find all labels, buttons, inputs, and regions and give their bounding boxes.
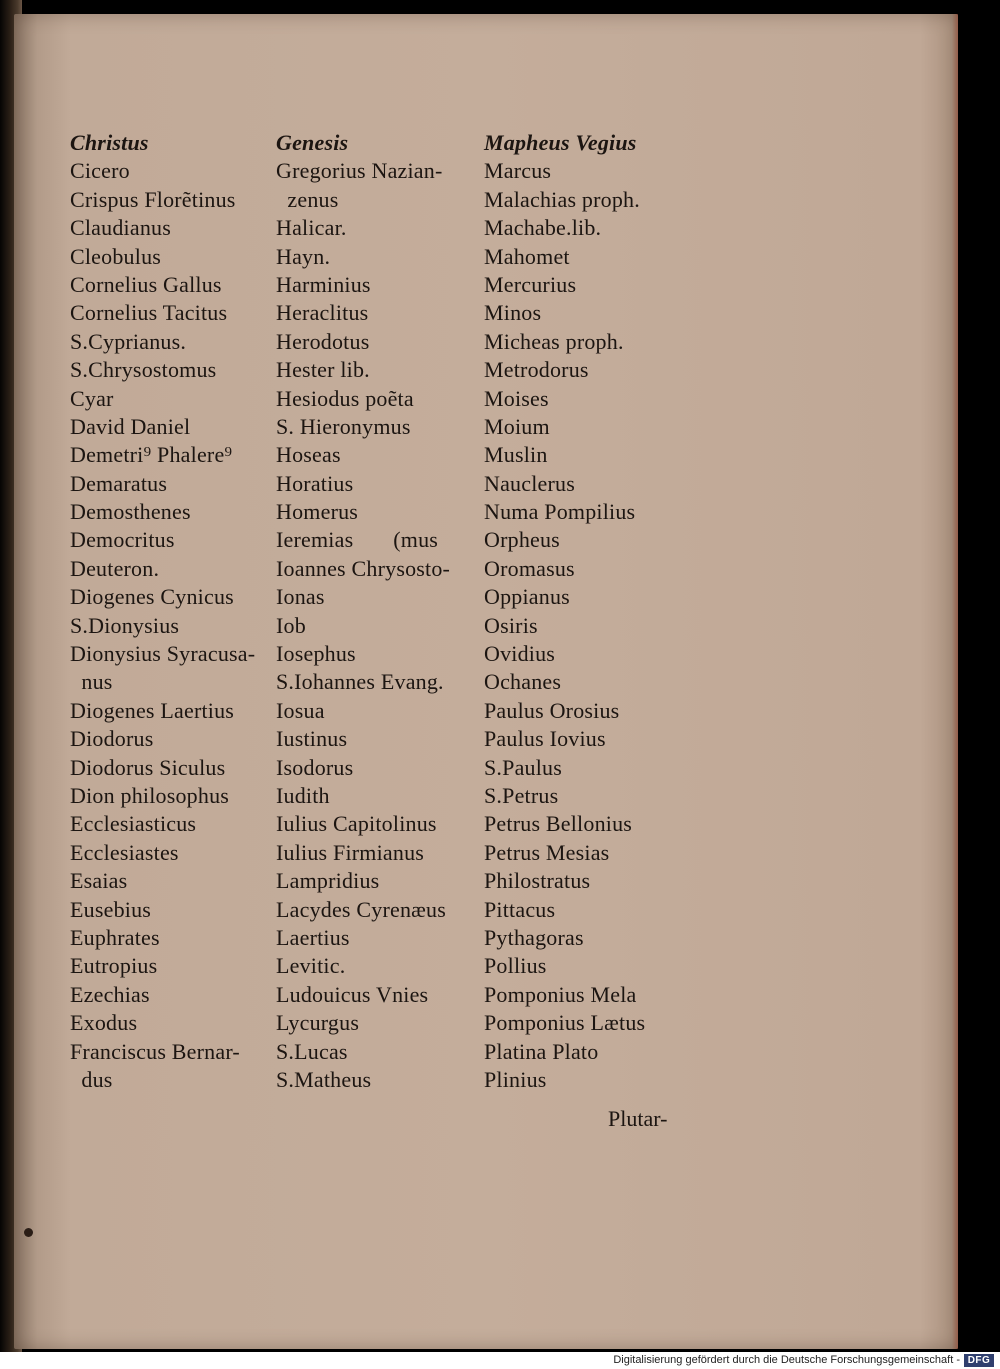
index-entry: Paulus Orosius <box>484 697 620 723</box>
index-entry: Hesiodus poẽta <box>276 385 414 411</box>
index-entry: Lacydes Cyrenæus <box>276 896 446 922</box>
index-entry: Muslin <box>484 442 548 468</box>
index-entry: Genesis <box>276 130 349 155</box>
index-entry: Eusebius <box>70 896 152 922</box>
index-entry: Exodus <box>70 1010 138 1036</box>
index-entry: Ludouicus Vnies <box>276 981 429 1007</box>
index-entry: Minos <box>484 300 542 326</box>
index-entry: Petrus Mesias <box>484 839 610 865</box>
index-entry: Ionas <box>276 584 325 610</box>
page-edge <box>952 14 958 1349</box>
index-entry: Diogenes Cynicus <box>70 584 234 610</box>
index-entry: S. Hieronymus <box>276 413 411 439</box>
index-entry: Heraclitus <box>276 300 369 326</box>
index-entry: Mercurius <box>484 271 577 297</box>
index-entry: Moises <box>484 385 549 411</box>
footer-bar <box>0 1352 1000 1369</box>
index-entry: Cornelius Tacitus <box>70 300 228 326</box>
index-column-1 <box>70 129 255 1094</box>
index-entry: Esaias <box>70 868 128 894</box>
index-entry: Demosthenes <box>70 499 191 525</box>
index-entry: Crispus Florẽtinus <box>70 186 236 212</box>
index-entry: Horatius <box>276 470 354 496</box>
index-entry: Hester lib. <box>276 357 370 383</box>
index-entry: Iulius Capitolinus <box>276 811 437 837</box>
index-entry: Marcus <box>484 158 552 184</box>
index-entry: Ieremias (mus <box>276 527 439 553</box>
index-entry: Osiris <box>484 612 538 638</box>
footer-credit: Digitalisierung gefördert durch die Deutsche Forschungsgemeinschaft - <box>613 1354 960 1366</box>
index-entry: Lycurgus <box>276 1010 360 1036</box>
index-entry: zenus <box>276 186 339 212</box>
index-entry: S.Dionysius <box>70 612 180 638</box>
index-column-2 <box>276 129 450 1094</box>
index-entry: Iustinus <box>276 726 348 752</box>
index-entry: S.Chrysostomus <box>70 357 217 383</box>
index-entry: Platina Plato <box>484 1038 599 1064</box>
index-entry: Ioannes Chrysosto- <box>276 555 451 581</box>
index-entry: S.Lucas <box>276 1038 348 1064</box>
index-entry: Laertius <box>276 924 350 950</box>
index-entry: Plinius <box>484 1066 547 1092</box>
index-entry: Ecclesiastes <box>70 839 179 865</box>
index-entry: Cyar <box>70 385 114 411</box>
index-entry: Metrodorus <box>484 357 589 383</box>
catchword: Plutar- <box>608 1106 668 1131</box>
index-entry: Gregorius Nazian- <box>276 158 443 184</box>
index-entry: Malachias proph. <box>484 186 640 212</box>
index-entry: Harminius <box>276 271 371 297</box>
index-entry: Pollius <box>484 953 547 979</box>
index-entry: Nauclerus <box>484 470 575 496</box>
index-entry: Iudith <box>276 782 330 808</box>
index-entry: Hayn. <box>276 243 331 269</box>
index-entry: Ecclesiasticus <box>70 811 197 837</box>
index-entry: Paulus Iovius <box>484 726 606 752</box>
index-entry: S.Petrus <box>484 782 559 808</box>
index-entry: Pomponius Mela <box>484 981 637 1007</box>
index-entry: Moium <box>484 413 550 439</box>
index-entry: Mahomet <box>484 243 570 269</box>
index-entry: Diodorus Siculus <box>70 754 226 780</box>
index-entry: nus <box>70 669 113 695</box>
index-entry: Petrus Bellonius <box>484 811 633 837</box>
index-entry: Democritus <box>70 527 175 553</box>
index-entry: Pittacus <box>484 896 556 922</box>
index-entry: Eutropius <box>70 953 158 979</box>
index-entry: S.Matheus <box>276 1066 372 1092</box>
index-entry: dus <box>70 1066 113 1092</box>
ink-spot <box>24 1228 33 1237</box>
index-entry: Cleobulus <box>70 243 162 269</box>
index-entry: Iob <box>276 612 306 638</box>
index-entry: Iosua <box>276 697 325 723</box>
index-entry: Philostratus <box>484 868 591 894</box>
index-entry: Pythagoras <box>484 924 584 950</box>
index-entry: Christus <box>70 130 149 155</box>
index-entry: Diogenes Laertius <box>70 697 235 723</box>
index-entry: S.Iohannes Evang. <box>276 669 444 695</box>
index-entry: Machabe.lib. <box>484 215 602 241</box>
index-entry: Levitic. <box>276 953 346 979</box>
index-entry: Iulius Firmianus <box>276 839 425 865</box>
index-entry: Ovidius <box>484 641 556 667</box>
index-entry: Numa Pompilius <box>484 499 636 525</box>
index-column-3 <box>484 129 645 1094</box>
index-entry: Herodotus <box>276 328 370 354</box>
index-entry: S.Cyprianus. <box>70 328 187 354</box>
index-entry: Deuteron. <box>70 555 160 581</box>
index-entry: Diodorus <box>70 726 154 752</box>
index-entry: Demaratus <box>70 470 168 496</box>
index-entry: Franciscus Bernar- <box>70 1038 240 1064</box>
index-entry: Euphrates <box>70 924 160 950</box>
index-entry: Hoseas <box>276 442 341 468</box>
index-entry: Demetri⁹ Phalere⁹ <box>70 442 233 468</box>
index-entry: Oromasus <box>484 555 575 581</box>
index-entry: Ochanes <box>484 669 562 695</box>
index-entry: Pomponius Lætus <box>484 1010 646 1036</box>
index-entry: Homerus <box>276 499 359 525</box>
index-entry: Micheas proph. <box>484 328 624 354</box>
index-entry: David Daniel <box>70 413 191 439</box>
index-entry: Mapheus Vegius <box>484 130 637 155</box>
index-entry: Claudianus <box>70 215 171 241</box>
index-entry: S.Paulus <box>484 754 563 780</box>
dfg-logo: DFG <box>964 1354 994 1367</box>
index-entry: Dion philosophus <box>70 782 230 808</box>
index-entry: Lampridius <box>276 868 380 894</box>
index-entry: Dionysius Syracusa- <box>70 641 256 667</box>
index-entry: Cicero <box>70 158 130 184</box>
index-entry: Cornelius Gallus <box>70 271 222 297</box>
index-entry: Isodorus <box>276 754 354 780</box>
index-entry: Orpheus <box>484 527 560 553</box>
index-entry: Oppianus <box>484 584 570 610</box>
index-entry: Halicar. <box>276 215 347 241</box>
index-entry: Ezechias <box>70 981 150 1007</box>
index-entry: Iosephus <box>276 641 356 667</box>
